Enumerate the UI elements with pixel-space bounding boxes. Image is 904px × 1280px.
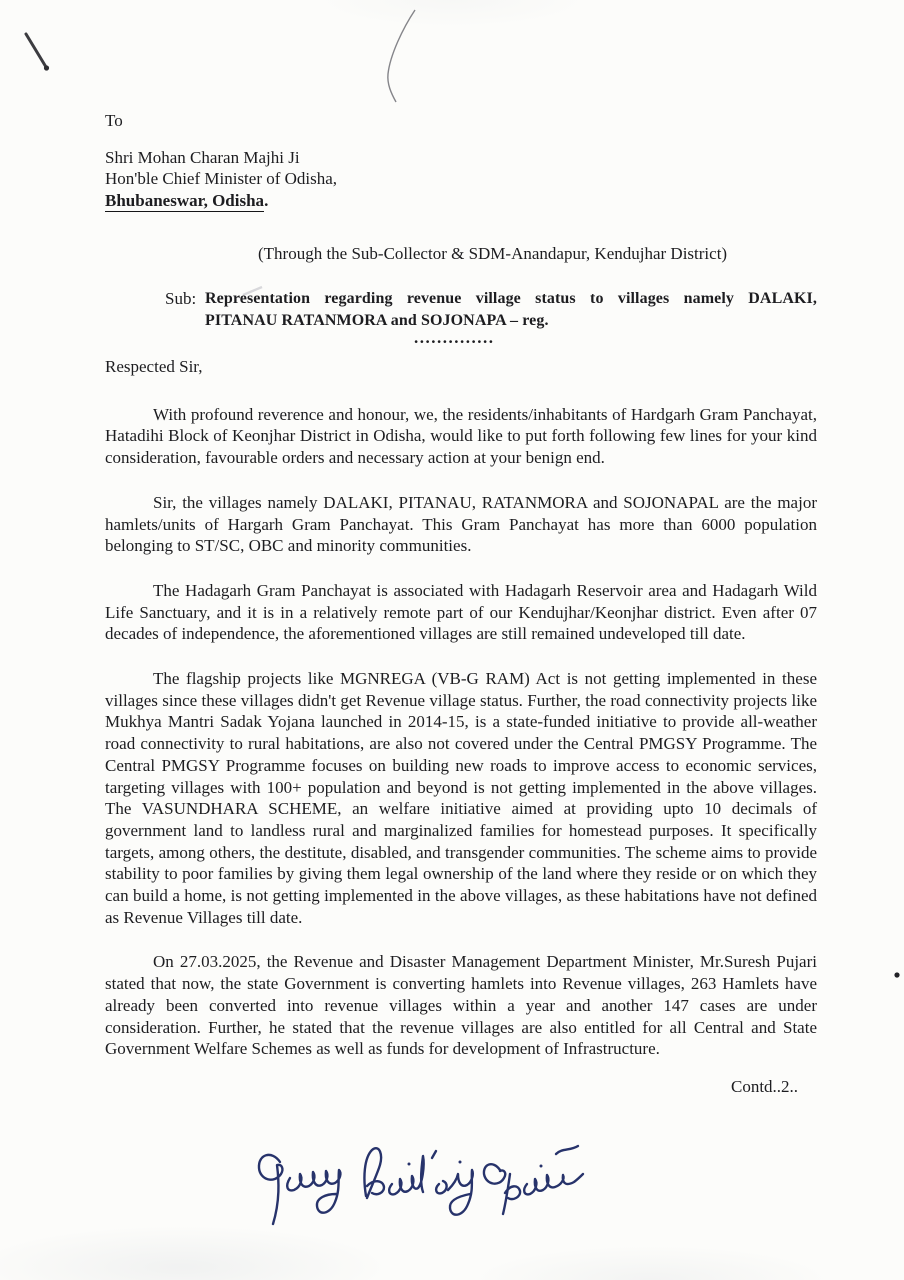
paragraph-4: The flagship projects like MGNREGA (VB-G RAM) Act is not getting implemented in these villages since these villages didn't get Revenue village status. Further, the road connectivity projects like Mukhya Mantri Sadak Yojana launched in 2014-15, is a state-funded initiative to provide all-weather road connectivity to rural habitations, are also not covered under the Central PMGSY Programme. The Central PMGSY Programme focuses on building new roads to improve access to economic services, targeting villages with 100+ population and beyond is not getting implemented in the above villages. The VASUNDHARA SCHEME, an welfare initiative aimed at providing upto 10 decimals of government land to landless rural and marginalized families for homestead purposes. It specifically targets, among others, the destitute, disabled, and transgender communities. The scheme aims to provide stability to poor families by giving them legal ownership of the land where they reside or on which they can build a home, is not getting implemented in the above villages, as these habitations have not defined as Revenue Villages till date. — [105, 669, 817, 927]
to-label: To — [105, 111, 123, 130]
recipient-title: Hon'ble Chief Minister of Odisha, — [105, 169, 338, 188]
paragraph-5: On 27.03.2025, the Revenue and Disaster Management Department Minister, Mr.Suresh Pujari stated that now, the state Government is converting hamlets into Revenue villages, 263 Hamlets have already been converted into revenue villages within a year and another 147 cases are under consideration. Further, he stated that the revenue villages are also entitled for all Central and State Government Welfare Schemes as well as funds for development of Infrastructure. — [105, 952, 817, 1059]
pen-stroke-mark — [26, 34, 49, 71]
subject-line-2: PITANAU RATANMORA and SOJONAPA – reg. — [205, 312, 549, 329]
recipient-name: Shri Mohan Charan Majhi Ji — [105, 147, 300, 167]
subject-label: Sub: — [165, 289, 197, 308]
recipient-city — [105, 190, 337, 212]
address-block — [105, 110, 337, 211]
paragraph-2: Sir, the villages namely DALAKI, PITANAU, RATANMORA and SOJONAPAL are the major hamlets/units of Hargarh Gram Panchayat. This Gram Panchayat has more than 6000 population belonging to ST/SC, OBC and minority communities. — [105, 492, 817, 556]
subject-text — [205, 288, 817, 332]
recipient-city-period: . — [264, 190, 269, 210]
continuation-marker: Contd..2.. — [731, 1077, 799, 1096]
through-line: (Through the Sub-Collector & SDM-Anandapur, Kendujhar District) — [258, 244, 728, 263]
ink-dot-artifact — [894, 972, 899, 977]
handwritten-signature — [246, 1136, 590, 1240]
subject-block — [165, 288, 817, 332]
dots-separator: .............. — [414, 328, 495, 347]
recipient-city-underlined: Bhubaneswar, Odisha — [105, 190, 265, 210]
subject-line-1: Representation regarding revenue village status to villages namely DALAKI, — [205, 290, 817, 307]
paren-pen-mark — [388, 10, 415, 102]
letter-body — [105, 356, 817, 1083]
paragraph-3: The Hadagarh Gram Panchayat is associated with Hadagarh Reservoir area and Hadagarh Wild Life Sanctuary, and it is in a relatively remote part of our Kendujhar/Keonjhar district. Even after 07 decades of independence, the aforementioned villages are still remained undeveloped till date. — [105, 580, 817, 644]
greeting: Respected Sir, — [105, 357, 203, 376]
paragraph-1: With profound reverence and honour, we, the residents/inhabitants of Hardgarh Gram Panchayat, Hatadihi Block of Keonjhar District in Odisha, would like to put forth following few lines for your kind consideration, favourable orders and necessary action at your benign end. — [105, 404, 817, 468]
signature-strokes — [246, 1136, 590, 1240]
